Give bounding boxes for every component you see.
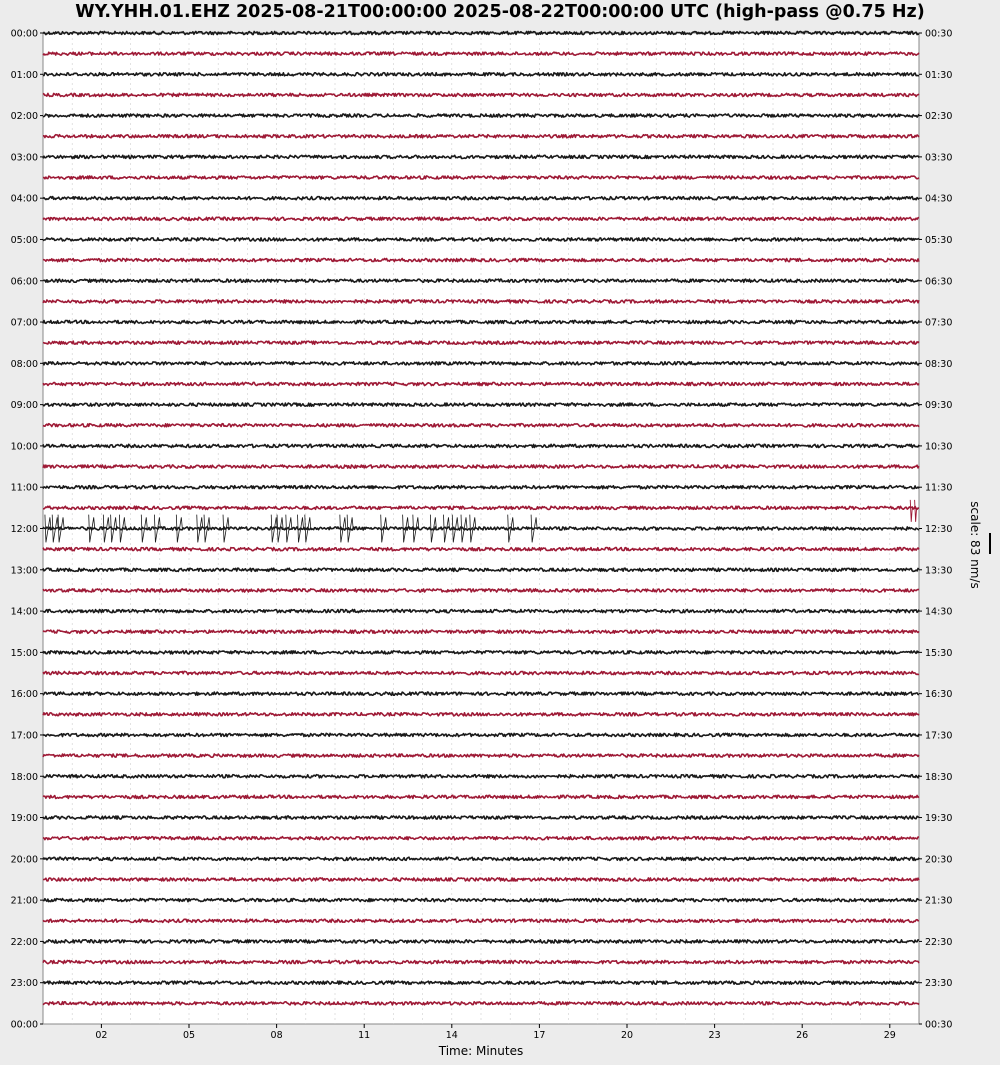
right-hour-label: 20:30 [925,854,953,866]
right-hour-label: 23:30 [925,978,953,990]
left-hour-label: 09:00 [10,400,38,412]
left-hour-label: 12:00 [10,524,38,535]
right-hour-label: 00:30 [925,28,953,40]
left-hour-label: 01:00 [10,69,38,81]
left-hour-label: 23:00 [10,978,38,990]
left-hour-label: 00:00 [10,1019,38,1031]
right-hour-label: 14:30 [925,606,953,618]
left-hour-label: 22:00 [10,936,38,948]
left-hour-label: 17:00 [10,730,38,742]
right-hour-label: 09:30 [925,400,953,412]
left-hour-label: 15:00 [10,647,38,659]
x-tick-label: 05 [182,1030,196,1041]
x-tick-label: 23 [708,1030,721,1041]
right-hour-label: 10:30 [925,441,953,453]
x-tick-label: 08 [270,1030,283,1041]
right-hour-label: 11:30 [925,482,953,494]
left-hour-label: 06:00 [10,276,38,288]
left-hour-label: 20:00 [10,854,38,866]
right-hour-label: 13:30 [925,565,953,577]
left-hour-label: 02:00 [10,111,38,123]
left-hour-label: 10:00 [10,441,38,453]
right-hour-label: 15:30 [925,647,953,659]
left-hour-label: 05:00 [10,234,38,246]
x-tick-label: 29 [883,1030,896,1041]
x-tick-label: 11 [358,1030,371,1041]
left-hour-label: 11:00 [10,482,38,494]
left-hour-label: 08:00 [10,358,38,370]
right-hour-label: 08:30 [925,358,953,370]
right-hour-label: 18:30 [925,771,953,783]
x-tick-label: 14 [445,1030,458,1041]
right-hour-label: 04:30 [925,193,953,205]
x-axis-label: Time: Minutes [438,1044,524,1058]
left-hour-label: 14:00 [10,606,38,618]
right-hour-label: 06:30 [925,276,953,288]
x-tick-label: 02 [95,1030,108,1041]
scale-label: scale: 83 nm/s [968,501,982,589]
x-tick-label: 26 [796,1030,809,1041]
x-tick-label: 17 [533,1030,546,1041]
right-hour-label: 19:30 [925,813,953,825]
right-hour-label: 01:30 [925,69,953,81]
left-hour-label: 18:00 [10,771,38,783]
left-hour-label: 13:00 [10,565,38,577]
right-hour-label: 17:30 [925,730,953,742]
left-hour-label: 19:00 [10,813,38,825]
right-hour-label: 21:30 [925,895,953,907]
right-hour-label: 22:30 [925,936,953,948]
chart-title: WY.YHH.01.EHZ 2025-08-21T00:00:00 2025-08-22T00:00:00 UTC (high-pass @0.75 Hz) [75,2,925,22]
right-hour-label: 05:30 [925,234,953,246]
x-tick-label: 20 [620,1030,634,1041]
left-hour-label: 03:00 [10,152,38,164]
right-hour-label: 12:30 [925,524,953,535]
left-hour-label: 21:00 [10,895,38,907]
right-hour-label: 07:30 [925,317,953,329]
right-hour-label: 00:30 [925,1019,953,1031]
left-hour-label: 07:00 [10,317,38,329]
left-hour-label: 16:00 [10,689,38,701]
left-hour-label: 04:00 [10,193,38,205]
left-hour-label: 00:00 [10,28,38,40]
right-hour-label: 16:30 [925,689,953,701]
right-hour-label: 02:30 [925,111,953,123]
right-hour-label: 03:30 [925,152,953,164]
